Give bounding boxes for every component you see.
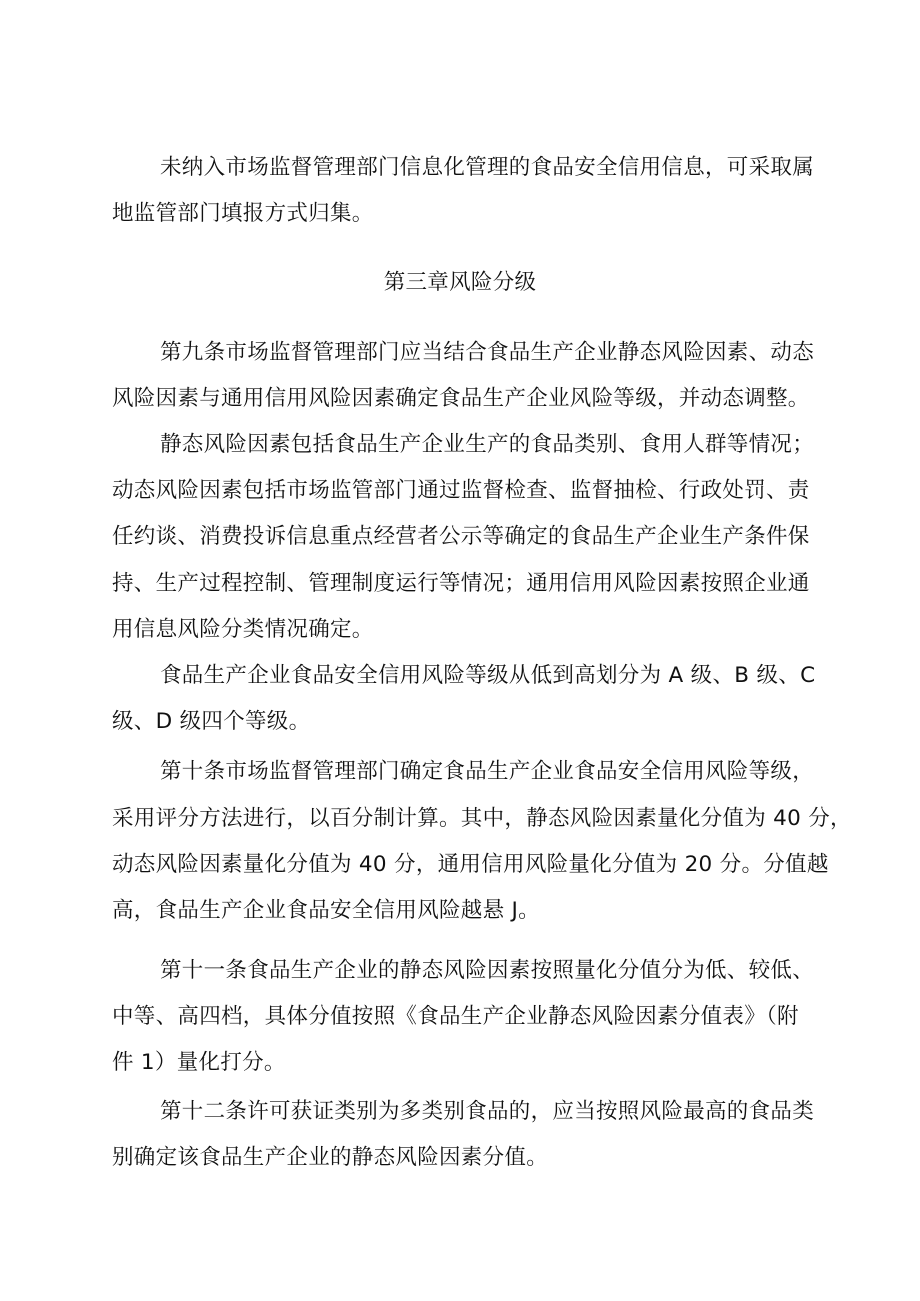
paragraph-line: 采用评分方法进行，以百分制计算。其中，静态风险因素量化分值为 40 分，	[112, 806, 852, 831]
paragraph-line: 未纳入市场监督管理部门信息化管理的食品安全信用信息，可采取属	[160, 155, 815, 180]
paragraph-line: 第九条市场监督管理部门应当结合食品生产企业静态风险因素、动态	[160, 340, 815, 365]
paragraph-line: 用信息风险分类情况确定。	[112, 617, 374, 642]
paragraph-line: 持、生产过程控制、管理制度运行等情况；通用信用风险因素按照企业通	[112, 571, 810, 596]
paragraph-line: 第十二条许可获证类别为多类别食品的，应当按照风险最高的食品类	[160, 1099, 815, 1124]
paragraph-line: 第十一条食品生产企业的静态风险因素按照量化分值分为低、较低、	[160, 958, 815, 983]
paragraph-line: 第十条市场监督管理部门确定食品生产企业食品安全信用风险等级，	[160, 759, 815, 784]
paragraph-line: 动态风险因素包括市场监管部门通过监督检查、监督抽检、行政处罚、责	[112, 478, 810, 503]
paragraph-line: 别确定该食品生产企业的静态风险因素分值。	[112, 1145, 549, 1170]
paragraph-line: 风险因素与通用信用风险因素确定食品生产企业风险等级，并动态调整。	[112, 386, 810, 411]
chapter-heading: 第三章风险分级	[383, 270, 537, 295]
paragraph-line: 级、D 级四个等级。	[112, 709, 311, 734]
paragraph-line: 静态风险因素包括食品生产企业生产的食品类别、食用人群等情况；	[160, 432, 815, 457]
paragraph-line: 高，食品生产企业食品安全信用风险越悬 J。	[112, 898, 540, 923]
paragraph-line: 食品生产企业食品安全信用风险等级从低到高划分为 A 级、B 级、C	[160, 663, 816, 688]
paragraph-line: 任约谈、消费投诉信息重点经营者公示等确定的食品生产企业生产条件保	[112, 524, 810, 549]
paragraph-line: 地监管部门填报方式归集。	[112, 201, 374, 226]
paragraph-line: 中等、高四档，具体分值按照《食品生产企业静态风险因素分值表》（附	[112, 1004, 799, 1029]
paragraph-line: 件 1）量化打分。	[112, 1050, 286, 1075]
paragraph-line: 动态风险因素量化分值为 40 分，通用信用风险量化分值为 20 分。分值越	[112, 852, 829, 877]
